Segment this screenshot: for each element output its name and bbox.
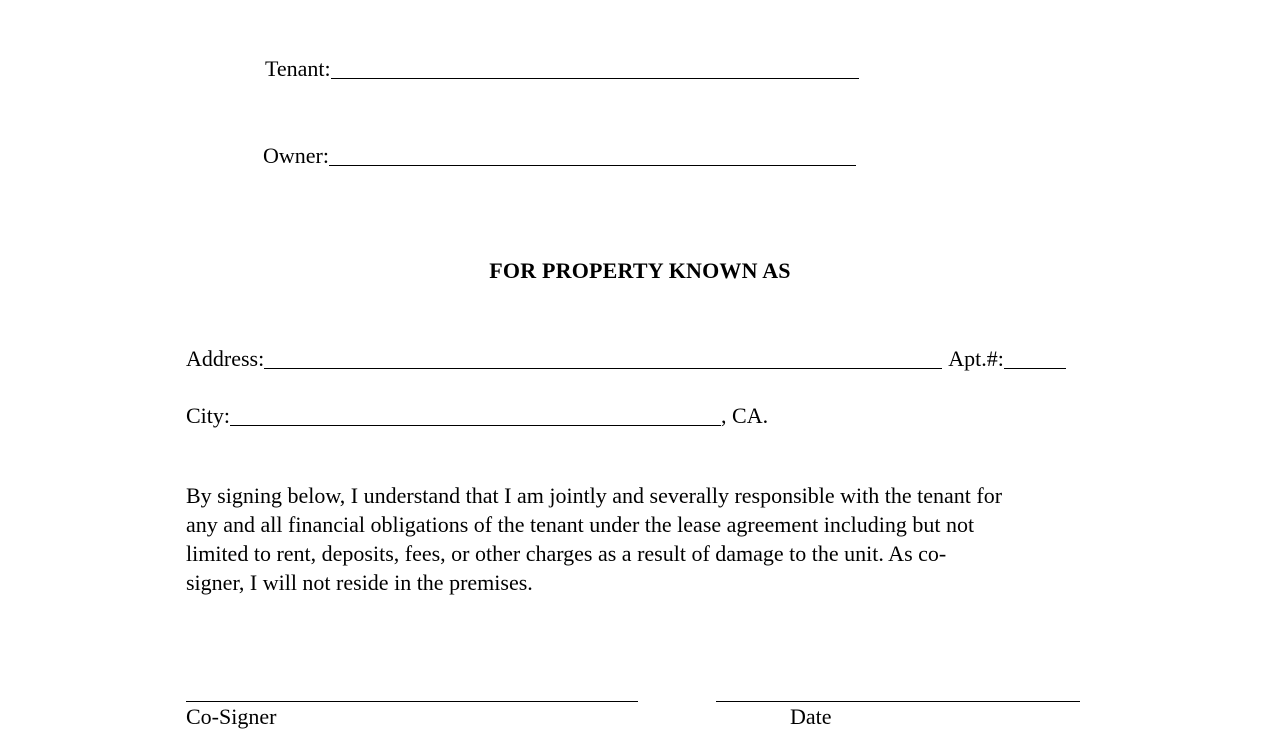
section-heading: FOR PROPERTY KNOWN AS bbox=[489, 258, 791, 283]
owner-blank[interactable] bbox=[329, 145, 856, 166]
apt-blank[interactable] bbox=[1004, 348, 1066, 369]
city-blank[interactable] bbox=[230, 405, 721, 426]
statement-line: limited to rent, deposits, fees, or other charges as a result of damage to the unit. As co- bbox=[186, 541, 947, 566]
owner-label: Owner: bbox=[263, 143, 329, 168]
statement-line: signer, I will not reside in the premises. bbox=[186, 570, 533, 595]
address-field bbox=[186, 346, 1066, 372]
state-suffix: , CA. bbox=[721, 403, 769, 428]
city-label: City: bbox=[186, 403, 231, 428]
date-label: Date bbox=[790, 704, 832, 729]
address-blank[interactable] bbox=[264, 348, 942, 369]
tenant-blank[interactable] bbox=[331, 58, 859, 79]
statement-line: By signing below, I understand that I am jointly and severally responsible with the tenant for bbox=[186, 483, 1003, 508]
tenant-label: Tenant: bbox=[265, 56, 331, 81]
tenant-field bbox=[265, 56, 859, 82]
address-label: Address: bbox=[186, 346, 265, 371]
cosigner-statement bbox=[186, 481, 1126, 597]
cosigner-label: Co-Signer bbox=[186, 704, 277, 729]
statement-line: any and all financial obligations of the tenant under the lease agreement including but not bbox=[186, 512, 975, 537]
city-field bbox=[186, 403, 768, 429]
owner-field bbox=[263, 143, 856, 169]
cosigner-signature-line[interactable] bbox=[186, 701, 638, 702]
apt-label: Apt.#: bbox=[948, 346, 1004, 371]
date-signature-line[interactable] bbox=[716, 701, 1080, 702]
